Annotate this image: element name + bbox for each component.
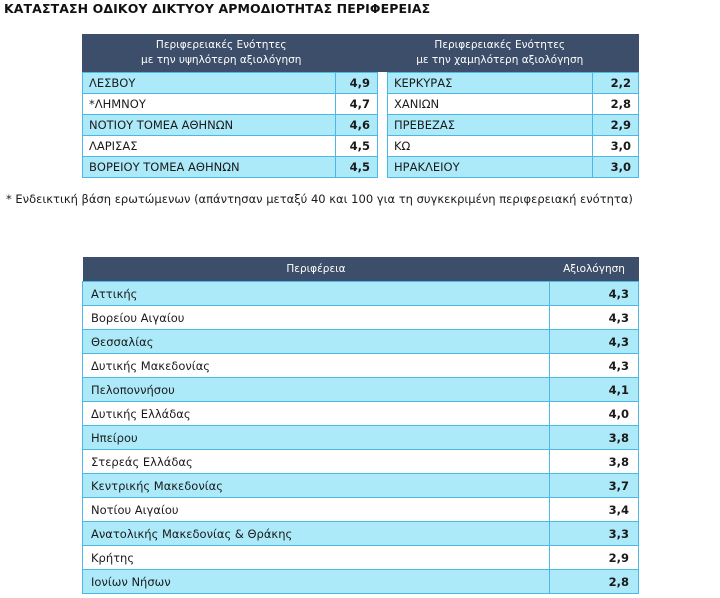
highest-unit-value: 4,5	[336, 157, 378, 178]
ranking-table-highest	[82, 72, 378, 178]
highest-unit-name: *ΛΗΜΝΟΥ	[83, 94, 336, 115]
table-row	[83, 522, 639, 546]
highest-unit-value: 4,6	[336, 115, 378, 136]
region-name: Κεντρικής Μακεδονίας	[83, 474, 550, 498]
region-name: Πελοποννήσου	[83, 378, 550, 402]
region-name: Νοτίου Αιγαίου	[83, 498, 550, 522]
regions-header-name: Περιφέρεια	[83, 257, 550, 282]
ranking-header-highest-line2: με την υψηλότερη αξιολόγηση	[141, 54, 302, 67]
ranking-table	[82, 34, 639, 178]
region-name: Δυτικής Μακεδονίας	[83, 354, 550, 378]
region-name: Βορείου Αιγαίου	[83, 306, 550, 330]
page-title: ΚΑΤΑΣΤΑΣΗ ΟΔΙΚΟΥ ΔΙΚΤΥΟΥ ΑΡΜΟΔΙΟΤΗΤΑΣ ΠΕΡΙΦΕΡΕΙΑΣ	[4, 1, 431, 16]
highest-unit-name: ΛΑΡΙΣΑΣ	[83, 136, 336, 157]
lowest-unit-name: ΚΩ	[388, 136, 593, 157]
region-name: Ανατολικής Μακεδονίας & Θράκης	[83, 522, 550, 546]
ranking-table-gap	[378, 72, 387, 178]
table-row	[83, 450, 639, 474]
table-row	[83, 330, 639, 354]
region-value: 4,0	[550, 402, 639, 426]
regions-table-grid	[82, 257, 639, 594]
lowest-unit-name: ΠΡΕΒΕΖΑΣ	[388, 115, 593, 136]
region-value: 3,8	[550, 426, 639, 450]
table-row	[83, 354, 639, 378]
ranking-header-lowest	[361, 34, 640, 72]
regions-table-header	[83, 257, 639, 282]
region-name: Κρήτης	[83, 546, 550, 570]
table-row	[83, 570, 639, 594]
region-value: 3,7	[550, 474, 639, 498]
table-row	[83, 136, 378, 157]
table-row	[388, 73, 639, 94]
lowest-unit-value: 2,8	[593, 94, 639, 115]
highest-unit-value: 4,9	[336, 73, 378, 94]
table-row	[83, 115, 378, 136]
region-value: 4,3	[550, 282, 639, 306]
regions-header-value: Αξιολόγηση	[550, 257, 639, 282]
lowest-unit-value: 3,0	[593, 157, 639, 178]
region-name: Ηπείρου	[83, 426, 550, 450]
table-row	[83, 94, 378, 115]
lowest-unit-value: 2,2	[593, 73, 639, 94]
highest-unit-name: ΝΟΤΙΟΥ ΤΟΜΕΑ ΑΘΗΝΩΝ	[83, 115, 336, 136]
highest-unit-value: 4,7	[336, 94, 378, 115]
table-row	[83, 73, 378, 94]
regions-header-row	[83, 257, 639, 282]
table-row	[83, 402, 639, 426]
table-row	[388, 136, 639, 157]
footnote: * Ενδεικτική βάση ερωτώμενων (απάντησαν μεταξύ 40 και 100 για τη συγκεκριμένη περιφερειακή ενότητα)	[6, 192, 633, 206]
region-value: 4,1	[550, 378, 639, 402]
region-name: Ιονίων Νήσων	[83, 570, 550, 594]
lowest-unit-name: ΚΕΡΚΥΡΑΣ	[388, 73, 593, 94]
lowest-unit-value: 3,0	[593, 136, 639, 157]
table-row	[83, 474, 639, 498]
table-row	[83, 282, 639, 306]
lowest-unit-name: ΗΡΑΚΛΕΙΟΥ	[388, 157, 593, 178]
ranking-header-lowest-line1: Περιφερειακές Ενότητες	[434, 39, 566, 51]
region-name: Αττικής	[83, 282, 550, 306]
region-value: 2,9	[550, 546, 639, 570]
region-value: 3,8	[550, 450, 639, 474]
ranking-header-highest	[82, 34, 361, 72]
lowest-unit-value: 2,9	[593, 115, 639, 136]
region-value: 2,8	[550, 570, 639, 594]
table-row	[83, 306, 639, 330]
region-value: 4,3	[550, 330, 639, 354]
region-value: 4,3	[550, 354, 639, 378]
ranking-table-lowest	[387, 72, 639, 178]
table-row	[388, 94, 639, 115]
ranking-header-highest-line1: Περιφερειακές Ενότητες	[155, 39, 287, 51]
ranking-header-lowest-line2: με την χαμηλότερη αξιολόγηση	[416, 54, 584, 67]
table-row	[83, 157, 378, 178]
ranking-table-header	[82, 34, 639, 72]
region-name: Θεσσαλίας	[83, 330, 550, 354]
highest-unit-name: ΒΟΡΕΙΟΥ ΤΟΜΕΑ ΑΘΗΝΩΝ	[83, 157, 336, 178]
region-name: Στερεάς Ελλάδας	[83, 450, 550, 474]
regions-table	[82, 257, 639, 594]
region-value: 3,4	[550, 498, 639, 522]
table-row	[83, 498, 639, 522]
ranking-table-body	[82, 72, 639, 178]
region-name: Δυτικής Ελλάδας	[83, 402, 550, 426]
table-row	[83, 426, 639, 450]
table-row	[83, 378, 639, 402]
table-row	[388, 157, 639, 178]
highest-unit-value: 4,5	[336, 136, 378, 157]
region-value: 3,3	[550, 522, 639, 546]
highest-unit-name: ΛΕΣΒΟΥ	[83, 73, 336, 94]
region-value: 4,3	[550, 306, 639, 330]
table-row	[83, 546, 639, 570]
lowest-unit-name: ΧΑΝΙΩΝ	[388, 94, 593, 115]
table-row	[388, 115, 639, 136]
